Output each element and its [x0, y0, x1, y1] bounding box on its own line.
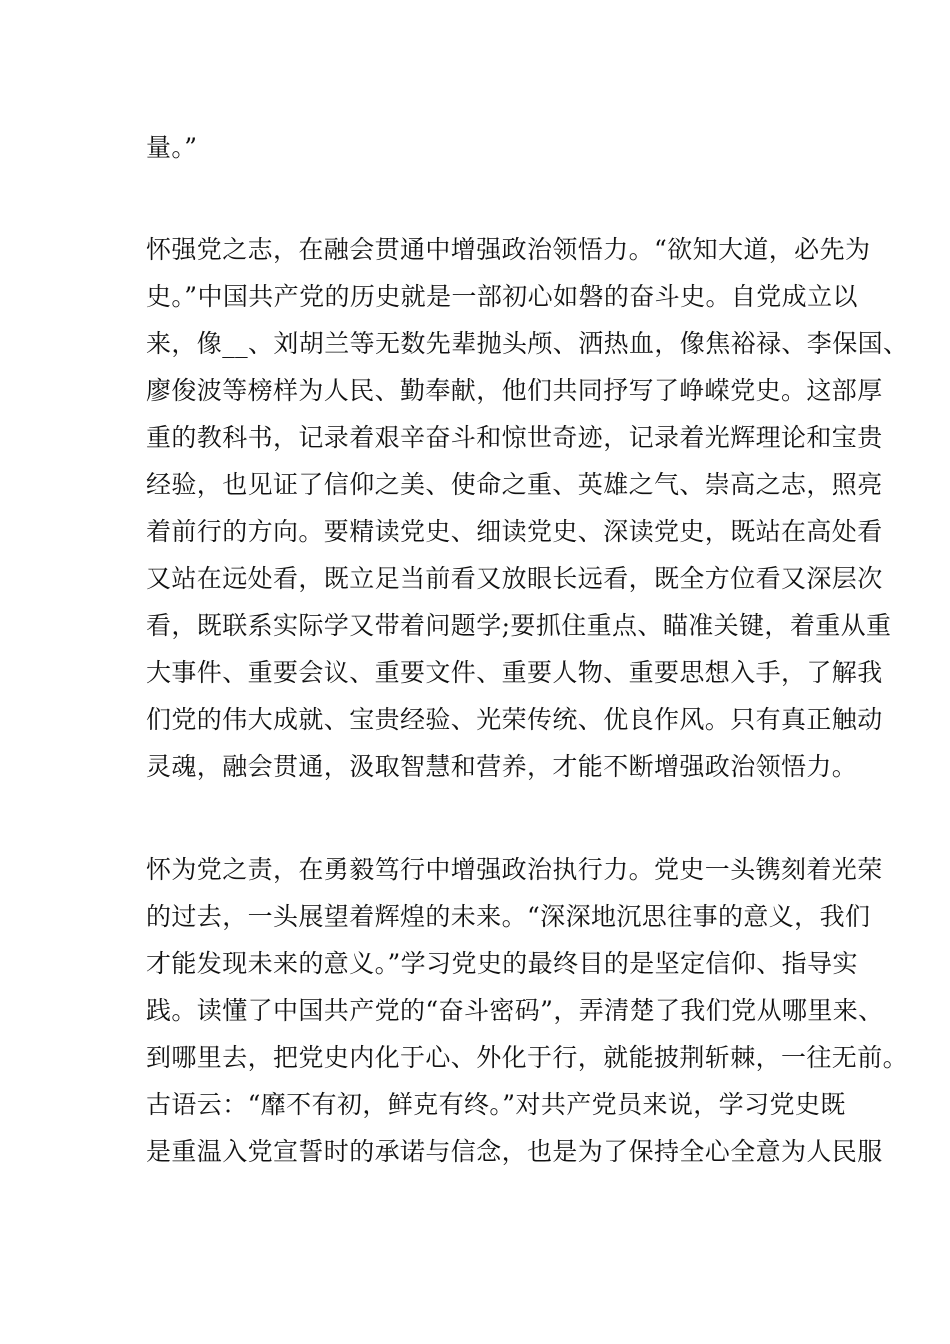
- text-line: 古语云：“靡不有初，鲜克有终。”对共产党员来说，学习党史既: [146, 1090, 846, 1119]
- text-line: 是重温入党宣誓时的承诺与信念，也是为了保持全心全意为人民服: [146, 1137, 883, 1166]
- text-line: 的过去，一头展望着辉煌的未来。“深深地沉思往事的意义，我们: [146, 902, 871, 931]
- text-line: 着前行的方向。要精读党史、细读党史、深读党史，既站在高处看: [146, 517, 883, 546]
- text-line: 经验，也见证了信仰之美、使命之重、英雄之气、崇高之志，照亮: [146, 470, 883, 499]
- text-line: 才能发现未来的意义。”学习党史的最终目的是坚定信仰、指导实: [146, 949, 858, 978]
- text-line: 大事件、重要会议、重要文件、重要人物、重要思想入手，了解我: [146, 658, 883, 687]
- text-line: 怀强党之志，在融会贯通中增强政治领悟力。“欲知大道，必先为: [146, 235, 871, 264]
- text-line: 重的教科书，记录着艰辛奋斗和惊世奇迹，记录着光辉理论和宝贵: [146, 423, 883, 452]
- text-line: 史。”中国共产党的历史就是一部初心如磐的奋斗史。自党成立以: [146, 282, 858, 311]
- text-line: 廖俊波等榜样为人民、勤奉献，他们共同抒写了峥嵘党史。这部厚: [146, 376, 883, 405]
- text-line: 们党的伟大成就、宝贵经验、光荣传统、优良作风。只有真正触动: [146, 705, 883, 734]
- text-line: 又站在远处看，既立足当前看又放眼长远看，既全方位看又深层次: [146, 564, 883, 593]
- text-line: 践。读懂了中国共产党的“奋斗密码”，弄清楚了我们党从哪里来、: [146, 996, 884, 1025]
- text-line: 量。”: [146, 133, 198, 162]
- text-line: 灵魂，融会贯通，汲取智慧和营养，才能不断增强政治领悟力。: [146, 752, 858, 781]
- text-line: 到哪里去，把党史内化于心、外化于行，就能披荆斩棘，一往无前。: [146, 1043, 909, 1072]
- text-line: 看，既联系实际学又带着问题学;要抓住重点、瞄准关键，着重从重: [146, 611, 892, 640]
- text-line: 怀为党之责，在勇毅笃行中增强政治执行力。党史一头镌刻着光荣: [146, 855, 883, 884]
- text-line: 来，像__、刘胡兰等无数先辈抛头颅、洒热血，像焦裕禄、李保国、: [146, 329, 909, 358]
